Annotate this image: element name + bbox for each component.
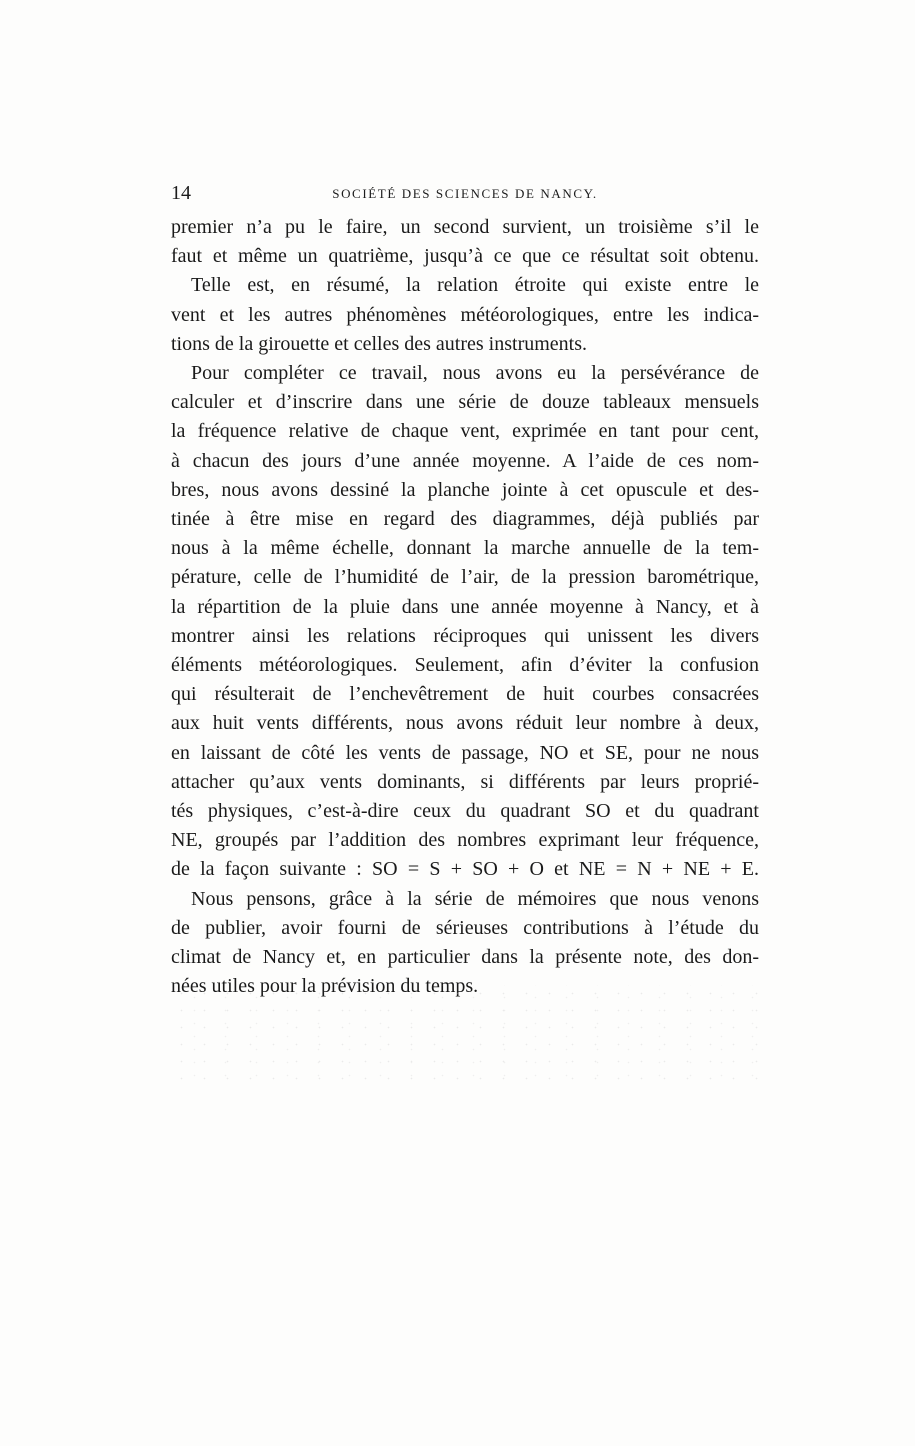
text-line: la répartition de la pluie dans une année moyenne à Nancy, et à — [171, 595, 759, 618]
text-line: climat de Nancy et, en particulier dans la présente note, des don- — [171, 946, 759, 969]
paragraph-2 — [171, 271, 759, 359]
text-line: qui résulterait de l’enchevêtrement de huit courbes consacrées — [171, 683, 759, 706]
paragraph-4 — [171, 885, 759, 1002]
paragraph-1 — [171, 213, 759, 271]
text-line: en laissant de côté les vents de passage, NO et SE, pour ne nous — [171, 741, 759, 764]
text-line: vent et les autres phénomènes météorologiques, entre les indica- — [171, 303, 759, 326]
text-line: à chacun des jours d’une année moyenne. A l’aide de ces nom- — [171, 449, 759, 472]
text-line: montrer ainsi les relations réciproques qui unissent les divers — [171, 624, 759, 647]
text-line: de la façon suivante : SO = S + SO + O et NE = N + NE + E. — [171, 858, 759, 881]
text-line: tés physiques, c’est-à-dire ceux du quadrant SO et du quadrant — [171, 800, 759, 823]
text-line: la fréquence relative de chaque vent, exprimée en tant pour cent, — [171, 420, 759, 443]
text-line: Telle est, en résumé, la relation étroite qui existe entre le — [191, 274, 759, 297]
text-line: nous à la même échelle, donnant la marche annuelle de la tem- — [171, 537, 759, 560]
text-line: premier n’a pu le faire, un second survient, un troisième s’il le — [171, 216, 759, 238]
paragraph-3 — [171, 359, 759, 885]
text-line: NE, groupés par l’addition des nombres exprimant leur fréquence, — [171, 829, 759, 852]
text-line: pérature, celle de l’humidité de l’air, de la pression barométrique, — [171, 566, 759, 589]
text-line: faut et même un quatrième, jusqu’à ce que ce résultat soit obtenu. — [171, 245, 759, 268]
bleed-through-speckle — [170, 985, 770, 1080]
page-header — [171, 180, 759, 206]
text-line: de publier, avoir fourni de sérieuses contributions à l’étude du — [171, 916, 759, 939]
text-line: calculer et d’inscrire dans une série de douze tableaux mensuels — [171, 391, 759, 414]
text-line: nées utiles pour la prévision du temps. — [171, 975, 479, 998]
text-line: Nous pensons, grâce à la série de mémoires que nous venons — [191, 887, 759, 910]
text-line: éléments météorologiques. Seulement, afin d’éviter la confusion — [171, 654, 759, 677]
page-number: 14 — [171, 182, 191, 204]
text-line: tinée à être mise en regard des diagrammes, déjà publiés par — [171, 508, 759, 531]
running-head: SOCIÉTÉ DES SCIENCES DE NANCY. — [332, 186, 598, 201]
text-line: attacher qu’aux vents dominants, si différents par leurs proprié- — [171, 770, 759, 793]
text-line: tions de la girouette et celles des autres instruments. — [171, 332, 587, 355]
body-text — [171, 213, 759, 1001]
text-line: bres, nous avons dessiné la planche jointe à cet opuscule et des- — [171, 478, 759, 501]
text-line: aux huit vents différents, nous avons réduit leur nombre à deux, — [171, 712, 759, 735]
text-line: Pour compléter ce travail, nous avons eu la persévérance de — [191, 362, 759, 385]
